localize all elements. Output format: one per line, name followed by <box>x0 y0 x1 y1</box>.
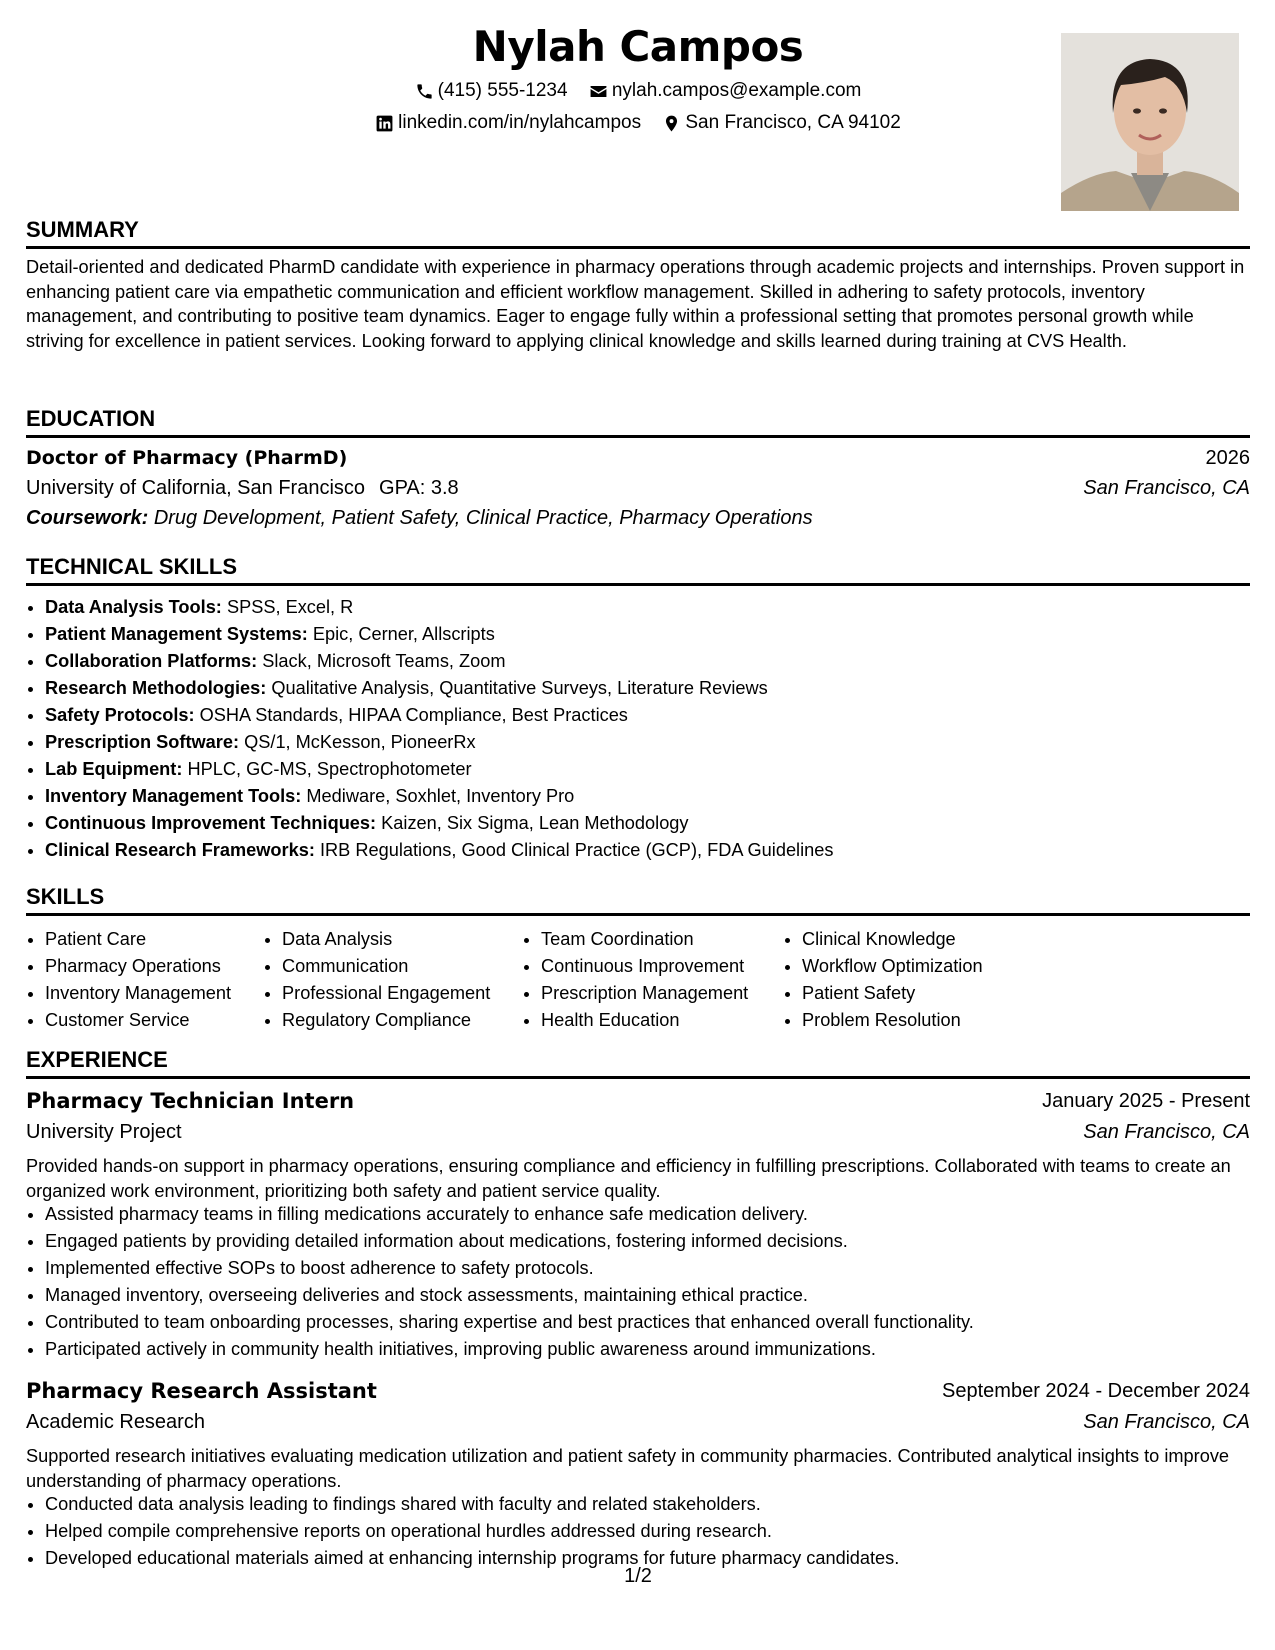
list-item: • Assisted pharmacy teams in filling medications accurately to enhance safe medication delivery. <box>45 1201 1245 1228</box>
list-item: • Team Coordination <box>541 926 748 953</box>
job-location: San Francisco, CA <box>1083 1411 1250 1433</box>
list-item: • Inventory Management <box>45 980 231 1007</box>
email-text: nylah.campos@example.com <box>611 80 862 101</box>
skills-column-4 <box>783 926 983 1034</box>
list-item: • Prescription Software: QS/1, McKesson, PioneerRx <box>45 729 1245 756</box>
envelope-icon <box>589 82 608 101</box>
job-dates: September 2024 - December 2024 <box>942 1380 1250 1402</box>
page-number: 1/2 <box>624 1565 652 1587</box>
list-item: • Professional Engagement <box>282 980 490 1007</box>
list-item: • Prescription Management <box>541 980 748 1007</box>
list-item: • Contributed to team onboarding processes, sharing expertise and best practices that enhanced overall functionality. <box>45 1309 1245 1336</box>
coursework-label: Coursework: <box>26 507 149 529</box>
list-item: • Problem Resolution <box>802 1007 983 1034</box>
coursework-row <box>26 503 1250 533</box>
linkedin-text: linkedin.com/in/nylahcampos <box>398 112 642 133</box>
list-item: • Customer Service <box>45 1007 231 1034</box>
list-item: • Managed inventory, overseeing deliveries and stock assessments, maintaining ethical practice. <box>45 1282 1245 1309</box>
location-text: San Francisco, CA 94102 <box>685 112 901 133</box>
job-organization: University Project <box>26 1121 182 1143</box>
list-item: • Data Analysis Tools: SPSS, Excel, R <box>45 594 1245 621</box>
phone-icon <box>415 82 434 101</box>
list-item: • Pharmacy Operations <box>45 953 231 980</box>
job-1-bullets <box>26 1201 1245 1363</box>
education-school-row <box>26 473 1250 503</box>
job-2-org-row <box>26 1407 1250 1437</box>
education-degree-row <box>26 443 1250 473</box>
education-heading: EDUCATION <box>26 405 1250 438</box>
contact-location <box>662 112 900 134</box>
contact-phone <box>415 80 568 102</box>
list-item: • Data Analysis <box>282 926 490 953</box>
list-item: • Continuous Improvement <box>541 953 748 980</box>
skills-column-3 <box>522 926 748 1034</box>
job-location: San Francisco, CA <box>1083 1121 1250 1143</box>
list-item: • Helped compile comprehensive reports on operational hurdles addressed during research. <box>45 1518 1245 1545</box>
list-item: • Lab Equipment: HPLC, GC-MS, Spectrophotometer <box>45 756 1245 783</box>
candidate-name: Nylah Campos <box>472 22 804 71</box>
job-2-bullets <box>26 1491 1245 1572</box>
list-item: • Patient Safety <box>802 980 983 1007</box>
list-item: • Inventory Management Tools: Mediware, Soxhlet, Inventory Pro <box>45 783 1245 810</box>
job-dates: January 2025 - Present <box>1042 1090 1250 1112</box>
job-title: Pharmacy Technician Intern <box>26 1089 355 1113</box>
graduation-year: 2026 <box>1205 447 1250 469</box>
list-item: • Developed educational materials aimed at enhancing internship programs for future pharmacy candidates. <box>45 1545 1245 1572</box>
list-item: • Patient Management Systems: Epic, Cerner, Allscripts <box>45 621 1245 648</box>
job-2-title-row <box>26 1376 1250 1406</box>
degree-name: Doctor of Pharmacy (PharmD) <box>26 447 348 469</box>
list-item: • Workflow Optimization <box>802 953 983 980</box>
school-location: San Francisco, CA <box>1083 477 1250 499</box>
map-pin-icon <box>662 114 681 133</box>
gpa: GPA: 3.8 <box>379 477 459 499</box>
list-item: • Research Methodologies: Qualitative Analysis, Quantitative Surveys, Literature Reviews <box>45 675 1245 702</box>
list-item: • Continuous Improvement Techniques: Kaizen, Six Sigma, Lean Methodology <box>45 810 1245 837</box>
list-item: • Collaboration Platforms: Slack, Microsoft Teams, Zoom <box>45 648 1245 675</box>
skills-column-1 <box>26 926 231 1034</box>
job-1-title-row <box>26 1086 1250 1116</box>
summary-text: Detail-oriented and dedicated PharmD candidate with experience in pharmacy operations through academic projects and internships. Proven support in enhancing patient care via empathetic communication and efficient workflow management. Skilled in adhering to safety protocols, inventory management, and contributing to positive team dynamics. Eager to engage fully within a professional setting that promotes personal growth while striving for excellence in patient services. Looking forward to applying clinical knowledge and skills learned during training at CVS Health. <box>26 257 1245 351</box>
experience-heading: EXPERIENCE <box>26 1046 1250 1079</box>
list-item: • Participated actively in community health initiatives, improving public awareness around immunizations. <box>45 1336 1245 1363</box>
job-1-org-row <box>26 1117 1250 1147</box>
job-2-description: Supported research initiatives evaluating medication utilization and patient safety in community pharmacies. Contributed analytical insights to improve understanding of pharmacy operations. <box>26 1446 1230 1491</box>
list-item: • Safety Protocols: OSHA Standards, HIPAA Compliance, Best Practices <box>45 702 1245 729</box>
list-item: • Regulatory Compliance <box>282 1007 490 1034</box>
list-item: • Health Education <box>541 1007 748 1034</box>
coursework-list: Drug Development, Patient Safety, Clinical Practice, Pharmacy Operations <box>153 507 813 529</box>
list-item: • Patient Care <box>45 926 231 953</box>
job-organization: Academic Research <box>26 1411 205 1433</box>
skills-column-2 <box>263 926 490 1034</box>
school-name: University of California, San Francisco <box>26 477 366 499</box>
resume-page <box>26 0 1250 1650</box>
list-item: • Communication <box>282 953 490 980</box>
profile-photo <box>1061 33 1239 211</box>
school-line <box>26 473 459 503</box>
job-1-description: Provided hands-on support in pharmacy operations, ensuring compliance and efficiency in fulfilling prescriptions. Collaborated with teams to create an organized work environment, prioritizing both safety and patient service quality. <box>26 1156 1231 1201</box>
list-item: • Implemented effective SOPs to boost adherence to safety protocols. <box>45 1255 1245 1282</box>
contact-email[interactable] <box>589 80 862 102</box>
list-item: • Clinical Research Frameworks: IRB Regulations, Good Clinical Practice (GCP), FDA Guidelines <box>45 837 1245 864</box>
contact-linkedin[interactable] <box>375 112 641 134</box>
linkedin-icon <box>375 114 394 133</box>
list-item: • Engaged patients by providing detailed information about medications, fostering informed decisions. <box>45 1228 1245 1255</box>
coursework-line <box>26 503 813 533</box>
list-item: • Clinical Knowledge <box>802 926 983 953</box>
phone-text: (415) 555-1234 <box>437 80 568 101</box>
summary-heading: SUMMARY <box>26 216 1250 249</box>
job-title: Pharmacy Research Assistant <box>26 1379 377 1403</box>
skills-heading: SKILLS <box>26 883 1250 916</box>
list-item: • Conducted data analysis leading to findings shared with faculty and related stakeholders. <box>45 1491 1245 1518</box>
technical-skills-list <box>26 594 1245 864</box>
technical-skills-heading: TECHNICAL SKILLS <box>26 553 1250 586</box>
